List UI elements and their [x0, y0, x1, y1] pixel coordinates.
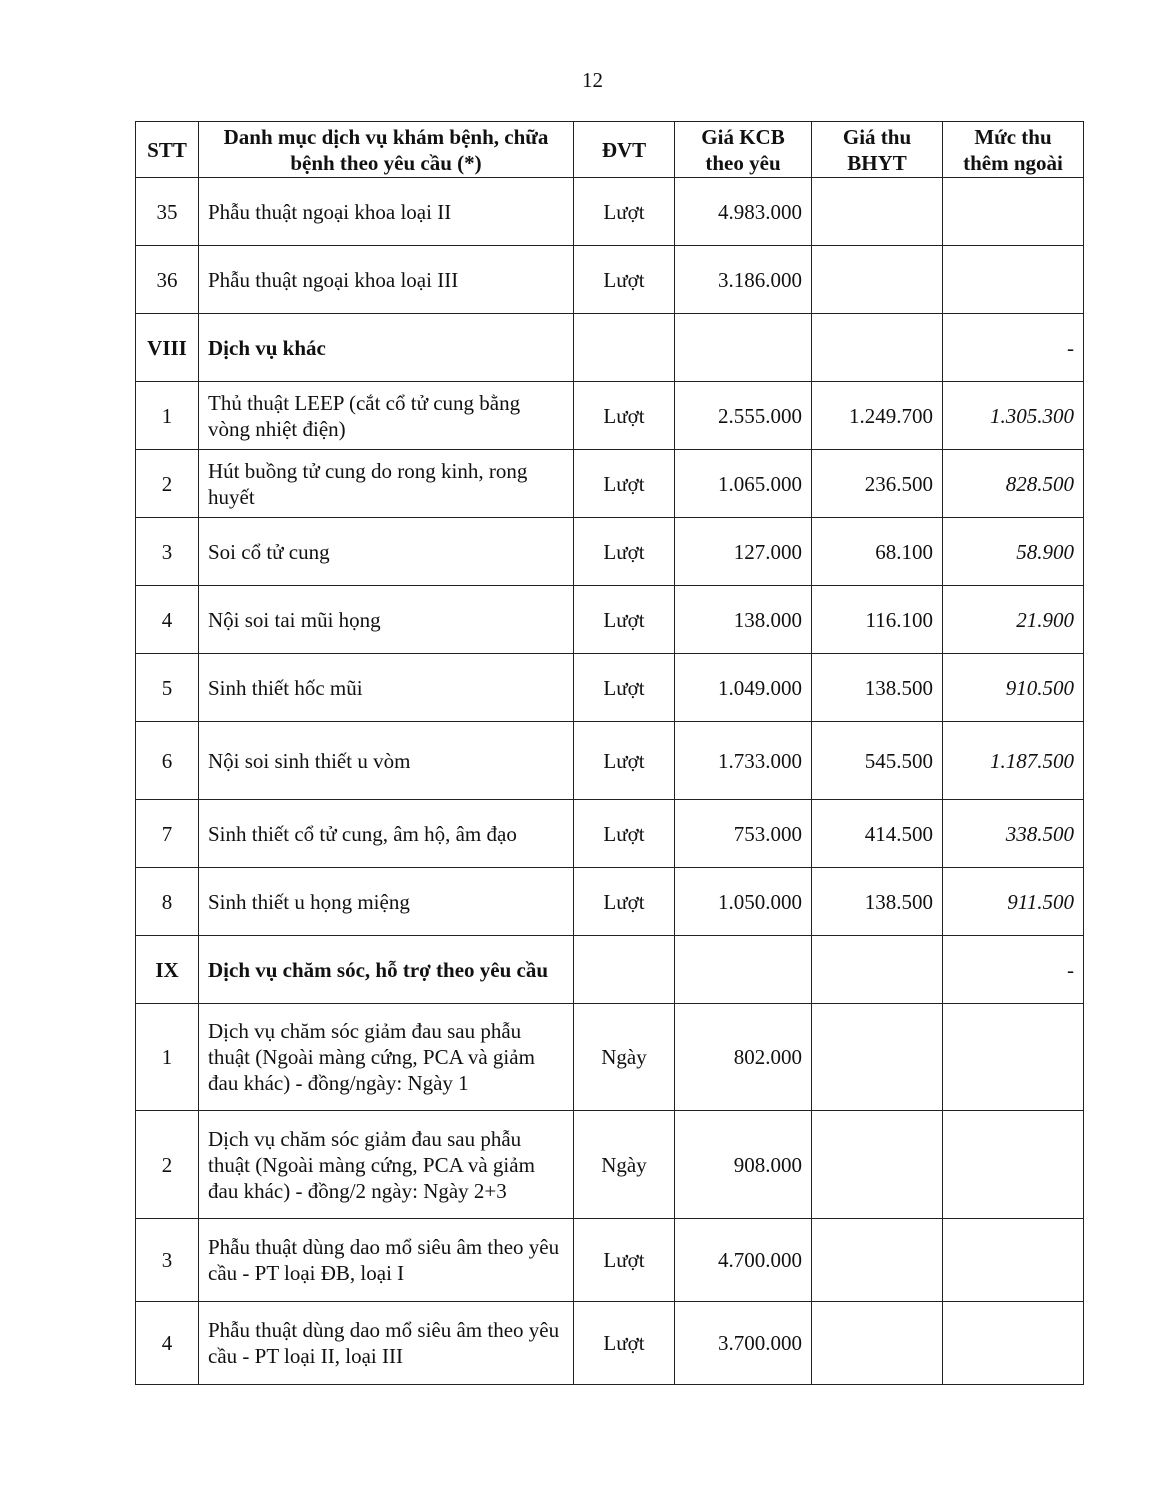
table-row	[136, 654, 1084, 722]
row-unit: Lượt	[574, 654, 675, 722]
row-price-request: 802.000	[675, 1004, 812, 1111]
header-unit: ĐVT	[574, 122, 675, 178]
section-title: Dịch vụ khác	[199, 314, 574, 382]
table-row	[136, 800, 1084, 868]
row-price-insurance: 236.500	[812, 450, 943, 518]
row-price-insurance	[812, 314, 943, 382]
row-extra-fee: 911.500	[943, 868, 1084, 936]
row-stt: 3	[136, 1219, 199, 1302]
table-row	[136, 518, 1084, 586]
row-price-insurance: 414.500	[812, 800, 943, 868]
row-unit: Lượt	[574, 246, 675, 314]
row-unit: Lượt	[574, 1302, 675, 1385]
row-service: Sinh thiết cổ tử cung, âm hộ, âm đạo	[199, 800, 574, 868]
row-price-request	[675, 314, 812, 382]
row-unit: Ngày	[574, 1111, 675, 1219]
row-extra-fee: 58.900	[943, 518, 1084, 586]
row-unit: Lượt	[574, 178, 675, 246]
row-price-request: 127.000	[675, 518, 812, 586]
row-unit: Lượt	[574, 1219, 675, 1302]
row-price-insurance	[812, 178, 943, 246]
row-service: Sinh thiết hốc mũi	[199, 654, 574, 722]
table-row	[136, 382, 1084, 450]
row-extra-fee	[943, 1219, 1084, 1302]
row-extra-fee: 828.500	[943, 450, 1084, 518]
section-row	[136, 314, 1084, 382]
row-unit: Lượt	[574, 868, 675, 936]
row-service: Sinh thiết u họng miệng	[199, 868, 574, 936]
row-service: Thủ thuật LEEP (cắt cổ tử cung bằng vòng nhiệt điện)	[199, 382, 574, 450]
row-extra-fee	[943, 1302, 1084, 1385]
row-price-insurance: 138.500	[812, 654, 943, 722]
header-extra-fee: Mức thu thêm ngoài	[943, 122, 1084, 178]
row-extra-fee: -	[943, 314, 1084, 382]
section-number: IX	[136, 936, 199, 1004]
row-price-insurance	[812, 1111, 943, 1219]
row-service: Nội soi tai mũi họng	[199, 586, 574, 654]
row-unit: Lượt	[574, 586, 675, 654]
row-service: Phẫu thuật ngoại khoa loại III	[199, 246, 574, 314]
header-service: Danh mục dịch vụ khám bệnh, chữa bệnh theo yêu cầu (*)	[199, 122, 574, 178]
row-service: Soi cổ tử cung	[199, 518, 574, 586]
row-stt: 36	[136, 246, 199, 314]
row-stt: 5	[136, 654, 199, 722]
row-price-request: 4.700.000	[675, 1219, 812, 1302]
section-row	[136, 936, 1084, 1004]
row-stt: 1	[136, 382, 199, 450]
price-table	[135, 121, 1084, 1385]
row-stt: 2	[136, 450, 199, 518]
row-unit: Lượt	[574, 800, 675, 868]
row-extra-fee: 910.500	[943, 654, 1084, 722]
row-service: Phẫu thuật dùng dao mổ siêu âm theo yêu cầu - PT loại II, loại III	[199, 1302, 574, 1385]
row-stt: 3	[136, 518, 199, 586]
row-price-request: 908.000	[675, 1111, 812, 1219]
row-extra-fee: 1.305.300	[943, 382, 1084, 450]
row-price-insurance	[812, 1302, 943, 1385]
row-extra-fee	[943, 1111, 1084, 1219]
row-price-request: 753.000	[675, 800, 812, 868]
row-unit: Lượt	[574, 382, 675, 450]
row-unit	[574, 936, 675, 1004]
row-service: Dịch vụ chăm sóc giảm đau sau phẫu thuật (Ngoài màng cứng, PCA và giảm đau khác) - đồng/ngày: Ngày 1	[199, 1004, 574, 1111]
table-row	[136, 1219, 1084, 1302]
row-price-insurance: 138.500	[812, 868, 943, 936]
page-number: 12	[582, 68, 603, 92]
row-price-request: 3.186.000	[675, 246, 812, 314]
row-stt: 2	[136, 1111, 199, 1219]
row-extra-fee: 1.187.500	[943, 722, 1084, 800]
row-extra-fee: 21.900	[943, 586, 1084, 654]
row-unit: Lượt	[574, 518, 675, 586]
row-unit: Lượt	[574, 722, 675, 800]
table-row	[136, 246, 1084, 314]
row-extra-fee	[943, 246, 1084, 314]
row-extra-fee: 338.500	[943, 800, 1084, 868]
section-number: VIII	[136, 314, 199, 382]
row-extra-fee: -	[943, 936, 1084, 1004]
row-service: Phẫu thuật ngoại khoa loại II	[199, 178, 574, 246]
row-price-insurance	[812, 1004, 943, 1111]
row-price-insurance: 68.100	[812, 518, 943, 586]
row-service: Nội soi sinh thiết u vòm	[199, 722, 574, 800]
row-price-request: 1.049.000	[675, 654, 812, 722]
row-price-request: 138.000	[675, 586, 812, 654]
row-unit: Ngày	[574, 1004, 675, 1111]
row-price-request: 3.700.000	[675, 1302, 812, 1385]
section-title: Dịch vụ chăm sóc, hỗ trợ theo yêu cầu	[199, 936, 574, 1004]
row-price-request: 2.555.000	[675, 382, 812, 450]
row-price-insurance: 116.100	[812, 586, 943, 654]
row-extra-fee	[943, 1004, 1084, 1111]
table-row	[136, 178, 1084, 246]
row-price-request: 4.983.000	[675, 178, 812, 246]
row-stt: 35	[136, 178, 199, 246]
row-price-insurance	[812, 936, 943, 1004]
header-stt: STT	[136, 122, 199, 178]
header-price-insurance: Giá thu BHYT	[812, 122, 943, 178]
row-service: Phẫu thuật dùng dao mổ siêu âm theo yêu cầu - PT loại ĐB, loại I	[199, 1219, 574, 1302]
header-price-request: Giá KCB theo yêu	[675, 122, 812, 178]
row-extra-fee	[943, 178, 1084, 246]
row-price-request	[675, 936, 812, 1004]
row-stt: 6	[136, 722, 199, 800]
row-stt: 8	[136, 868, 199, 936]
row-unit: Lượt	[574, 450, 675, 518]
row-stt: 4	[136, 1302, 199, 1385]
table-row	[136, 1302, 1084, 1385]
table-row	[136, 586, 1084, 654]
row-stt: 7	[136, 800, 199, 868]
row-stt: 1	[136, 1004, 199, 1111]
row-stt: 4	[136, 586, 199, 654]
table-row	[136, 1004, 1084, 1111]
row-service: Hút buồng tử cung do rong kinh, rong huyết	[199, 450, 574, 518]
row-price-insurance: 545.500	[812, 722, 943, 800]
row-price-request: 1.733.000	[675, 722, 812, 800]
row-price-insurance	[812, 246, 943, 314]
row-service: Dịch vụ chăm sóc giảm đau sau phẫu thuật (Ngoài màng cứng, PCA và giảm đau khác) - đồng/2 ngày: Ngày 2+3	[199, 1111, 574, 1219]
row-price-request: 1.050.000	[675, 868, 812, 936]
table-row	[136, 868, 1084, 936]
table-row	[136, 450, 1084, 518]
table-row	[136, 1111, 1084, 1219]
row-price-request: 1.065.000	[675, 450, 812, 518]
table-header-row	[136, 122, 1084, 178]
row-unit	[574, 314, 675, 382]
row-price-insurance: 1.249.700	[812, 382, 943, 450]
row-price-insurance	[812, 1219, 943, 1302]
table-row	[136, 722, 1084, 800]
